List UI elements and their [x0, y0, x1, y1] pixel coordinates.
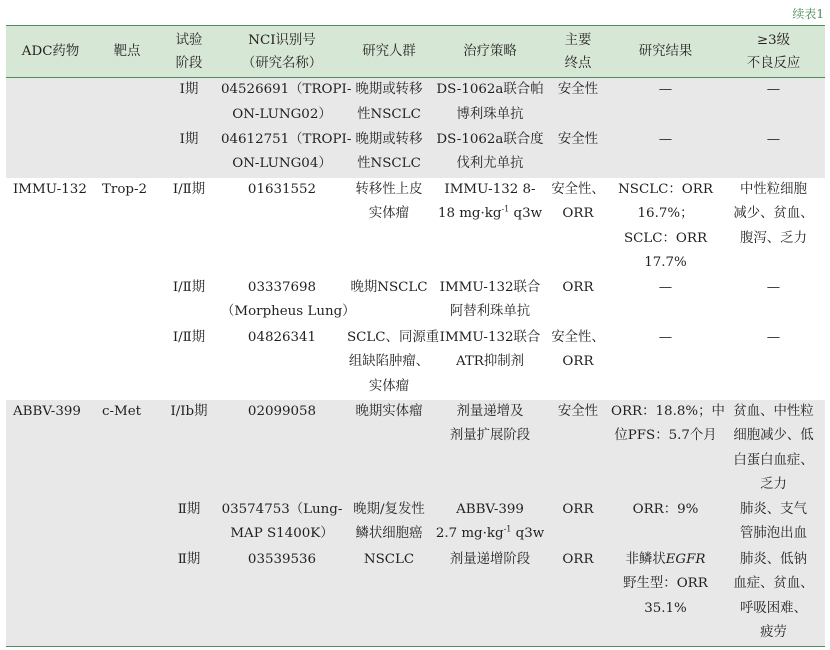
cell-line: 博利珠单抗	[456, 106, 524, 122]
cell-line: ORR	[562, 354, 594, 369]
cell-line: —	[658, 329, 673, 345]
table-row	[6, 128, 825, 178]
cell-result	[609, 178, 722, 276]
cell-line: 不良反应	[746, 55, 801, 71]
cell-line: ORR	[562, 279, 594, 295]
cell-target	[95, 498, 159, 548]
cell-line: —	[766, 329, 781, 345]
cell-population	[345, 498, 433, 548]
cell-line: 35.1%	[644, 600, 687, 616]
cell-line: NSCLC：ORR	[618, 181, 713, 197]
cell-endpoint	[547, 78, 609, 128]
cell-line: ATR抑制剂	[455, 354, 525, 369]
cell-target	[95, 400, 159, 498]
table-row	[6, 548, 825, 647]
cell-line: Ⅰ/Ⅱ期	[172, 181, 206, 197]
header-drug	[6, 26, 95, 78]
cell-line: 疲劳	[760, 625, 787, 640]
cell-line: c-Met	[102, 403, 142, 419]
cell-line: ORR：18.8%；中	[611, 403, 725, 419]
cell-line: 安全性	[557, 131, 599, 147]
cell-line: 安全性	[557, 82, 599, 97]
cell-phase	[159, 548, 219, 647]
cell-nci-id	[219, 276, 356, 326]
trial-table	[6, 25, 825, 647]
cell-line: —	[766, 131, 781, 147]
cell-line: 肺炎、支气	[740, 501, 807, 517]
cell-target	[95, 78, 159, 128]
cell-phase	[159, 276, 219, 326]
cell-endpoint	[547, 128, 609, 178]
cell-line: ORR	[562, 501, 594, 517]
cell-result	[609, 548, 722, 647]
header-row	[6, 26, 825, 78]
cell-line: 试验	[175, 32, 203, 48]
cell-line: 研究结果	[638, 44, 693, 59]
cell-strategy	[433, 498, 547, 548]
cell-adverse-events	[722, 326, 825, 400]
cell-line: 晚期或转移	[355, 131, 423, 147]
cell-line: ABBV-399	[13, 403, 81, 419]
cell-line: 血症、贫血、	[733, 576, 814, 591]
cell-line: Ⅱ期	[177, 501, 201, 517]
cell-line: ABBV-399	[456, 501, 524, 517]
cell-line: 04526691（TROPI-	[221, 82, 352, 97]
cell-population	[345, 326, 440, 400]
table-row	[6, 326, 825, 400]
cell-phase	[159, 78, 219, 128]
cell-population	[345, 178, 433, 276]
cell-line: （研究名称）	[241, 55, 323, 71]
cell-adverse-events	[722, 498, 825, 548]
cell-line: 伐利尤单抗	[456, 156, 524, 171]
cell-line: 贫血、中性粒	[733, 403, 814, 419]
cell-drug	[6, 326, 95, 400]
cell-line: 组缺陷肿瘤、	[348, 354, 430, 369]
cell-adverse-events	[722, 548, 825, 647]
cell-adverse-events	[722, 276, 825, 326]
cell-adverse-events	[722, 178, 825, 276]
cell-line: I/Ib期	[170, 403, 208, 419]
cell-phase	[159, 400, 219, 498]
cell-endpoint	[547, 498, 609, 548]
cell-line: 剂量扩展阶段	[449, 428, 531, 443]
cell-endpoint	[547, 548, 609, 647]
table-row	[6, 498, 825, 548]
cell-line: （Morpheus Lung）	[221, 304, 356, 319]
cell-line: 晚期实体瘤	[355, 403, 423, 419]
cell-target	[95, 178, 159, 276]
cell-line: ORR	[562, 551, 594, 567]
cell-drug	[6, 178, 95, 276]
cell-nci-id	[219, 548, 345, 647]
header-target	[95, 26, 159, 78]
cell-line: 转移性上皮	[355, 181, 423, 197]
cell-phase	[159, 326, 219, 400]
cell-line: 剂量递增及	[456, 403, 524, 419]
cell-line: 白蛋白血症、	[733, 452, 814, 468]
header-adverse-events	[722, 26, 825, 78]
cell-nci-id	[219, 326, 345, 400]
cell-drug	[6, 128, 95, 178]
cell-line: Ⅰ/Ⅱ期	[172, 329, 206, 345]
cell-strategy	[433, 128, 547, 178]
cell-line: —	[766, 82, 781, 97]
cell-population	[345, 128, 433, 178]
cell-line: DS-1062a联合帕	[436, 82, 544, 97]
header-strategy	[433, 26, 547, 78]
cell-result	[609, 326, 722, 400]
cell-line: IMMU-132联合	[439, 279, 541, 295]
cell-line: —	[658, 82, 673, 97]
cell-line: 17.7%	[644, 255, 687, 270]
cell-line: NCI识别号	[248, 32, 316, 48]
cell-line: —	[766, 279, 781, 295]
cell-line: 终点	[564, 55, 592, 71]
cell-line: 16.7%；	[637, 206, 694, 221]
cell-endpoint	[547, 276, 609, 326]
cell-line: DS-1062a联合度	[436, 131, 544, 147]
cell-line: NSCLC	[363, 551, 415, 567]
cell-target	[95, 548, 159, 647]
cell-line: 03539536	[247, 551, 317, 567]
cell-line: 04612751（TROPI-	[221, 131, 352, 147]
cell-population	[345, 400, 433, 498]
cell-line: 安全性、	[551, 181, 605, 197]
cell-line: ≥3级	[756, 32, 791, 48]
cell-line: 肺炎、低钠	[740, 551, 807, 567]
header-nci-id	[219, 26, 345, 78]
cell-strategy	[433, 276, 547, 326]
cell-drug	[6, 548, 95, 647]
cell-line: 02099058	[247, 403, 317, 419]
cell-endpoint	[547, 326, 609, 400]
cell-drug	[6, 78, 95, 128]
cell-line: 非鳞状EGFR	[625, 551, 706, 567]
cell-line: ORR：9%	[632, 501, 699, 517]
cell-line: Trop-2	[102, 181, 148, 197]
cell-drug	[6, 498, 95, 548]
cell-result	[609, 498, 722, 548]
cell-line: 性NSCLC	[357, 156, 421, 171]
cell-line: 01631552	[247, 181, 317, 197]
cell-result	[609, 400, 725, 498]
cell-result	[609, 128, 722, 178]
cell-line: 细胞减少、低	[733, 428, 814, 443]
cell-line: ON-LUNG04）	[232, 156, 332, 171]
cell-line: 呼吸困难、	[740, 600, 807, 616]
cell-line: 晚期/复发性	[353, 501, 425, 517]
cell-line: ON-LUNG02）	[232, 106, 332, 122]
cell-line: 性NSCLC	[357, 106, 421, 122]
cell-line: 阶段	[175, 55, 203, 71]
cell-line: 阿替利珠单抗	[449, 304, 531, 319]
cell-line: 剂量递增阶段	[449, 551, 531, 567]
cell-line: 位PFS：5.7个月	[614, 428, 717, 443]
continued-label: 续表1	[792, 7, 824, 21]
cell-strategy	[433, 548, 547, 647]
header-result	[609, 26, 722, 78]
cell-result	[609, 276, 722, 326]
cell-nci-id	[219, 178, 345, 276]
table-row	[6, 78, 825, 128]
cell-nci-id	[219, 400, 345, 498]
cell-line: SCLC、同源重	[347, 329, 440, 345]
cell-population	[345, 548, 433, 647]
cell-endpoint	[547, 400, 609, 498]
cell-line: 03337698	[247, 279, 317, 295]
cell-line: 研究人群	[362, 44, 416, 59]
cell-line: IMMU-132 8-	[444, 181, 536, 197]
cell-line: 安全性、	[551, 329, 605, 345]
cell-line: ADC药物	[21, 44, 80, 59]
table-row	[6, 178, 825, 276]
cell-population	[345, 276, 433, 326]
cell-line: 安全性	[557, 403, 599, 419]
cell-result	[609, 78, 722, 128]
cell-line: ORR	[562, 206, 594, 221]
cell-phase	[159, 178, 219, 276]
cell-line: 实体瘤	[368, 206, 410, 221]
cell-line: 野生型：ORR	[623, 576, 708, 591]
cell-nci-id	[219, 78, 352, 128]
cell-line: Ⅰ期	[179, 82, 199, 97]
cell-phase	[159, 128, 219, 178]
cell-endpoint	[547, 178, 609, 276]
cell-line: 主要	[564, 32, 592, 48]
cell-line: 18 $mg\cdot kg^{-1}$ q3w	[437, 204, 543, 221]
cell-adverse-events	[722, 400, 825, 498]
cell-target	[95, 276, 159, 326]
cell-target	[95, 128, 159, 178]
cell-strategy	[433, 326, 547, 400]
cell-line: Ⅰ期	[179, 131, 199, 147]
header-population	[345, 26, 433, 78]
cell-line: 晚期NSCLC	[350, 279, 428, 295]
cell-drug	[6, 276, 95, 326]
cell-line: 腹泻、乏力	[740, 230, 807, 246]
cell-line: 减少、贫血、	[733, 206, 814, 221]
cell-line: 2.7 $mg\cdot kg^{-1}$ q3w	[435, 524, 545, 541]
cell-adverse-events	[722, 78, 825, 128]
table-row	[6, 400, 825, 498]
cell-line: 实体瘤	[368, 378, 410, 394]
cell-line: 04826341	[247, 329, 317, 345]
header-phase	[159, 26, 219, 78]
cell-line: Ⅰ/Ⅱ期	[172, 279, 206, 295]
cell-nci-id	[219, 498, 345, 548]
cell-line: IMMU-132	[13, 181, 87, 197]
cell-line: 03574753（Lung-	[221, 501, 343, 517]
header-endpoint	[547, 26, 609, 78]
cell-strategy	[433, 400, 547, 498]
cell-line: Ⅱ期	[177, 551, 201, 567]
cell-line: 中性粒细胞	[740, 181, 807, 197]
cell-line: IMMU-132联合	[439, 329, 541, 345]
cell-line: 治疗策略	[463, 44, 517, 59]
cell-strategy	[433, 178, 547, 276]
cell-line: 靶点	[113, 44, 141, 59]
cell-line: SCLC：ORR	[623, 230, 708, 246]
cell-line: MAP S1400K）	[230, 526, 334, 541]
cell-adverse-events	[722, 128, 825, 178]
cell-population	[345, 78, 433, 128]
cell-line: 晚期或转移	[355, 82, 423, 97]
cell-phase	[159, 498, 219, 548]
cell-line: —	[658, 131, 673, 147]
cell-drug	[6, 400, 95, 498]
cell-line: —	[658, 279, 673, 295]
cell-line: 鳞状细胞癌	[355, 526, 423, 541]
cell-strategy	[433, 78, 547, 128]
cell-target	[95, 326, 159, 400]
cell-line: 管肺泡出血	[740, 526, 807, 541]
cell-nci-id	[219, 128, 352, 178]
cell-line: 乏力	[760, 477, 787, 492]
table-row	[6, 276, 825, 326]
